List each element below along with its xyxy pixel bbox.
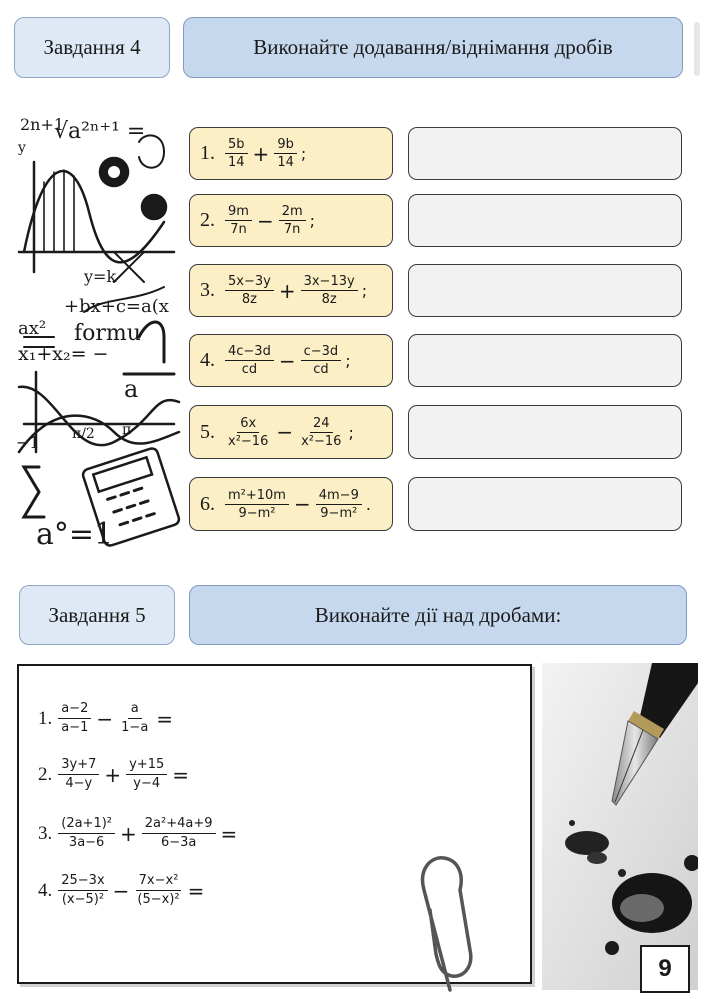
- page-number: 9: [640, 945, 690, 993]
- operator: +: [104, 762, 122, 787]
- fraction-1: [225, 415, 271, 450]
- item-number: 2.: [38, 763, 53, 785]
- fraction-1: [58, 815, 115, 852]
- fraction-1: [225, 136, 248, 171]
- svg-text:√a²ⁿ⁺¹ =: √a²ⁿ⁺¹ =: [54, 119, 146, 144]
- equals-sign: =: [187, 878, 205, 903]
- item-number: 5.: [200, 420, 215, 443]
- operator: −: [256, 208, 274, 233]
- fraction-2: [301, 343, 342, 378]
- math-doodle-image: [14, 112, 182, 552]
- scrollbar-thumb[interactable]: [694, 22, 700, 76]
- task4-item-4: [189, 334, 393, 387]
- operator: −: [112, 878, 130, 903]
- fraction-2: [126, 756, 167, 793]
- denominator: cd: [313, 362, 329, 377]
- fraction-1: [58, 872, 107, 909]
- svg-text:π: π: [122, 422, 132, 438]
- fraction-2: [298, 415, 344, 450]
- operator: −: [96, 706, 114, 731]
- item-number: 2.: [200, 209, 215, 231]
- task5-item-1: [38, 700, 176, 737]
- fraction-2: [118, 700, 151, 737]
- svg-text:−1: −1: [16, 433, 40, 452]
- denominator: 7n: [230, 222, 247, 237]
- item-number: 4.: [200, 349, 215, 371]
- denominator: 6−3a: [160, 835, 197, 850]
- task4-item-1: [189, 127, 393, 180]
- task5-item-4: [38, 872, 207, 909]
- operator: −: [278, 348, 296, 373]
- fraction-2: [279, 203, 306, 238]
- task4-answer-box-5[interactable]: [408, 405, 682, 459]
- denominator: 9−m²: [320, 505, 358, 521]
- terminator: .: [365, 494, 371, 514]
- task4-answer-box-2[interactable]: [408, 194, 682, 247]
- numerator: 25−3x: [58, 872, 107, 891]
- numerator: m²+10m: [225, 487, 289, 505]
- task5-item-2: [38, 756, 192, 793]
- fraction-2: [316, 487, 362, 522]
- denominator: 7n: [283, 222, 301, 237]
- equals-sign: =: [220, 821, 238, 846]
- numerator: 3x−13y: [301, 273, 358, 291]
- task4-instruction: Виконайте додавання/віднімання дробів: [183, 17, 683, 78]
- terminator: ;: [309, 211, 316, 230]
- svg-text:ax²: ax²: [18, 318, 47, 339]
- fraction-1: [225, 487, 289, 522]
- operator: −: [293, 492, 311, 516]
- item-number: 6.: [200, 492, 215, 515]
- fraction-2: [274, 136, 297, 171]
- item-number: 1.: [38, 707, 53, 729]
- denominator: (x−5)²: [61, 892, 105, 907]
- task5-label: Завдання 5: [19, 585, 175, 645]
- numerator: a−2: [58, 700, 91, 719]
- task5-item-3: [38, 815, 240, 852]
- svg-text:π/2: π/2: [72, 426, 95, 442]
- numerator: 6x: [237, 415, 259, 433]
- doodle-formulas: [16, 115, 169, 552]
- numerator: 5x−3y: [225, 273, 274, 291]
- denominator: 9−m²: [238, 505, 276, 521]
- denominator: 8z: [321, 292, 337, 307]
- fraction-2: [301, 273, 358, 308]
- svg-text:y: y: [18, 140, 26, 156]
- operator: +: [252, 141, 270, 166]
- svg-text:y=k: y=k: [84, 267, 117, 286]
- numerator: 9m: [225, 203, 252, 221]
- svg-text:a: a: [124, 375, 139, 403]
- denominator: x²−16: [228, 433, 269, 449]
- task5-instruction: Виконайте дії над дробами:: [189, 585, 687, 645]
- task4-answer-box-1[interactable]: [408, 127, 682, 180]
- fraction-2: [142, 815, 216, 852]
- task4-item-2: [189, 194, 393, 247]
- fraction-1: [58, 756, 99, 793]
- task4-answer-box-6[interactable]: [408, 477, 682, 531]
- task4-item-5: [189, 405, 393, 459]
- numerator: c−3d: [301, 343, 342, 361]
- denominator: cd: [241, 362, 258, 377]
- svg-text:x₁+x₂= −: x₁+x₂= −: [18, 343, 109, 365]
- fraction-1: [225, 203, 252, 238]
- fraction-1: [225, 273, 274, 308]
- svg-text:+bx+c=a(x: +bx+c=a(x: [64, 296, 169, 317]
- denominator: y−4: [133, 776, 161, 791]
- denominator: 14: [277, 155, 294, 170]
- terminator: ;: [300, 144, 307, 163]
- task4-answer-box-4[interactable]: [408, 334, 682, 387]
- numerator: 3y+7: [58, 756, 99, 775]
- item-number: 3.: [200, 279, 215, 301]
- task4-item-3: [189, 264, 393, 317]
- operator: +: [120, 821, 137, 846]
- numerator: 2m: [279, 203, 306, 221]
- task4-item-6: [189, 477, 393, 531]
- denominator: 4−y: [65, 776, 93, 791]
- numerator: 5b: [225, 136, 248, 154]
- numerator: 24: [310, 415, 333, 433]
- svg-text:2n+1: 2n+1: [20, 115, 65, 134]
- denominator: 14: [228, 155, 245, 170]
- numerator: (2a+1)²: [58, 815, 115, 834]
- numerator: 2a²+4a+9: [142, 815, 216, 834]
- numerator: 7x−x²: [136, 872, 182, 891]
- terminator: ;: [361, 281, 368, 300]
- equals-sign: =: [156, 706, 174, 731]
- equals-sign: =: [172, 762, 190, 787]
- terminator: ;: [348, 422, 354, 442]
- denominator: 8z: [241, 292, 257, 307]
- numerator: 9b: [274, 136, 297, 154]
- fountain-pen-image: [542, 663, 698, 990]
- denominator: 3a−6: [68, 835, 105, 850]
- item-number: 3.: [38, 822, 53, 844]
- fraction-1: [225, 343, 274, 378]
- svg-text:formu: formu: [74, 321, 141, 346]
- numerator: 4m−9: [316, 487, 362, 505]
- numerator: a: [128, 700, 142, 719]
- numerator: y+15: [126, 756, 167, 775]
- denominator: (5−x)²: [137, 892, 180, 907]
- item-number: 1.: [200, 142, 215, 164]
- numerator: 4c−3d: [225, 343, 274, 361]
- operator: −: [276, 420, 294, 444]
- denominator: a−1: [61, 720, 89, 735]
- fraction-1: [58, 700, 91, 737]
- task4-answer-box-3[interactable]: [408, 264, 682, 317]
- fraction-2: [134, 872, 182, 909]
- terminator: ;: [345, 351, 351, 370]
- denominator: x²−16: [301, 433, 342, 449]
- svg-text:a°=1: a°=1: [36, 517, 114, 552]
- task4-label: Завдання 4: [14, 17, 170, 78]
- denominator: 1−a: [121, 720, 149, 735]
- paperclip-icon: [410, 850, 480, 995]
- operator: +: [278, 278, 296, 303]
- item-number: 4.: [38, 879, 53, 901]
